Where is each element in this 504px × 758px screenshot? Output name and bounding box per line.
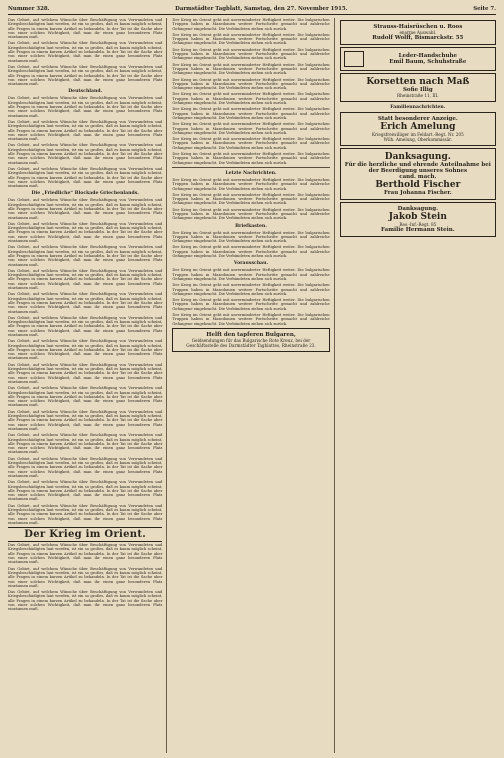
ad-title: Helft den tapferen Bulgaren, bbox=[206, 331, 296, 338]
page-header bbox=[8, 6, 496, 15]
article-text: Der Krieg im Orient geht mit unverminderter Heftigkeit weiter. Die bulgarischen Truppen haben in Mazedonien weitere Fortschritte gemacht und zahlreiche Gefangene eingebracht. Die Verbündeten ziehen sich zurück. bbox=[172, 230, 330, 244]
article-text: Das Gebiet, auf welchem Wünsche über Beschäftigung von Verwundeten und Kriegsbeschädigten laut werden, ist ein so großes, daß es kaum möglich scheint, alle Fragen in einem kurzen Artikel zu behandeln. In der Tat ist die Sache aber von einer solchen Wichtigkeit, daß man ihr einen ganz besonderen Platz einräumen muß. bbox=[8, 41, 163, 63]
article-text: Der Krieg im Orient geht mit unverminderter Heftigkeit weiter. Die bulgarischen Truppen haben in Mazedonien weitere Fortschritte gemacht und zahlreiche Gefangene eingebracht. Die Verbündeten ziehen sich zurück. bbox=[172, 77, 330, 91]
article-text: Der Krieg im Orient geht mit unverminderter Heftigkeit weiter. Die bulgarischen Truppen haben in Mazedonien weitere Fortschritte gemacht und zahlreiche Gefangene eingebracht. Die Verbündeten ziehen sich zurück. bbox=[172, 122, 330, 135]
article-text: Das Gebiet, auf welchem Wünsche über Beschäftigung von Verwundeten und Kriegsbeschädigten laut werden, ist ein so großes, daß es kaum möglich scheint, alle Fragen in einem kurzen Artikel zu behandeln. In der Tat ist die Sache aber von einer solchen Wichtigkeit, daß man ihr einen ganz besonderen Platz einräumen muß. bbox=[8, 339, 163, 361]
article-text: Der Krieg im Orient geht mit unverminderter Heftigkeit weiter. Die bulgarischen Truppen haben in Mazedonien weitere Fortschritte gemacht und zahlreiche Gefangene eingebracht. Die Verbündeten ziehen sich zurück. bbox=[172, 32, 330, 46]
notice-name: Jakob Stein bbox=[388, 212, 447, 222]
article-text: Das Gebiet, auf welchem Wünsche über Beschäftigung von Verwundeten und Kriegsbeschädigten laut werden, ist ein so großes, daß es kaum möglich scheint, alle Fragen in einem kurzen Artikel zu behandeln. In der Tat ist die Sache aber von einer solchen Wichtigkeit, daß man ihr einen ganz besonderen Platz einräumen muß. bbox=[8, 433, 163, 455]
article-text: Der Krieg im Orient geht mit unverminderter Heftigkeit weiter. Die bulgarischen Truppen haben in Mazedonien weitere Fortschritte gemacht und zahlreiche Gefangene eingebracht. Die Verbündeten ziehen sich zurück. bbox=[172, 92, 330, 106]
page-label: Seite 7. bbox=[473, 6, 496, 12]
section-heading: Deutschland. bbox=[68, 89, 103, 95]
article-text: Das Gebiet, auf welchem Wünsche über Beschäftigung von Verwundeten und Kriegsbeschädigten laut werden, ist ein so großes, daß es kaum möglich scheint, alle Fragen in einem kurzen Artikel zu behandeln. In der Tat ist die Sache aber von einer solchen Wichtigkeit, daß man ihr einen ganz besonderen Platz einräumen muß. bbox=[8, 543, 163, 565]
article-text: Das Gebiet, auf welchem Wünsche über Beschäftigung von Verwundeten und Kriegsbeschädigten laut werden, ist ein so großes, daß es kaum möglich scheint, alle Fragen in einem kurzen Artikel zu behandeln. In der Tat ist die Sache aber von einer solchen Wichtigkeit, daß man ihr einen ganz besonderen Platz einräumen muß. bbox=[8, 386, 163, 408]
ad-subtitle: enorme Auswahl. bbox=[399, 30, 437, 35]
article-text: Der Krieg im Orient geht mit unverminderter Heftigkeit weiter. Die bulgarischen Truppen haben in Mazedonien weitere Fortschritte gemacht und zahlreiche Gefangene eingebracht. Die Verbündeten ziehen sich zurück. bbox=[172, 207, 330, 221]
section-heading: Familiennachrichten. bbox=[390, 105, 446, 110]
thanks-notice-fischer bbox=[340, 148, 496, 200]
notice-title: cand. mach. bbox=[399, 174, 437, 180]
article-text: Das Gebiet, auf welchem Wünsche über Beschäftigung von Verwundeten und Kriegsbeschädigten laut werden, ist ein so großes, daß es kaum möglich scheint, alle Fragen in einem kurzen Artikel zu behandeln. In der Tat ist die Sache aber von einer solchen Wichtigkeit, daß man ihr einen ganz besonderen Platz einräumen muß. bbox=[8, 166, 163, 189]
ad-rudolf-wolff bbox=[340, 20, 496, 45]
column-1 bbox=[8, 18, 167, 753]
notice-subtitle: Res.-Inf.-Regt. 85 bbox=[399, 222, 437, 227]
notice-signature: Wilh. Amelung, Oberkommissär. bbox=[383, 137, 453, 142]
notice-signature: Frau Johanna Fischer. bbox=[383, 190, 452, 196]
ad-name: Rudolf Wolff, Bismarckstr. 55 bbox=[372, 35, 464, 41]
section-heading: Briefkasten. bbox=[235, 223, 267, 229]
article-text: Der Krieg im Orient geht mit unverminderter Heftigkeit weiter. Die bulgarischen Truppen haben in Mazedonien weitere Fortschritte gemacht und zahlreiche Gefangene eingebracht. Die Verbündeten ziehen sich zurück. bbox=[172, 298, 330, 311]
notice-subtitle: Kriegsfreiwilliger im Feldart.-Regt. Nr. 205 bbox=[371, 132, 464, 137]
article-text: Das Gebiet, auf welchem Wünsche über Beschäftigung von Verwundeten und Kriegsbeschädigten laut werden, ist ein so großes, daß es kaum möglich scheint, alle Fragen in einem kurzen Artikel zu behandeln. In der Tat ist die Sache aber von einer solchen Wichtigkeit, daß man ihr einen ganz besonderen Platz einräumen muß. bbox=[8, 292, 163, 314]
notice-text: Für die herzliche und ehrende Anteilnahme bei der Beerdigung unseres Sohnes bbox=[344, 162, 491, 174]
article-text: Das Gebiet, auf welchem Wünsche über Beschäftigung von Verwundeten und Kriegsbeschädigten laut werden, ist ein so großes, daß es kaum möglich scheint, alle Fragen in einem kurzen Artikel zu behandeln. In der Tat ist die Sache aber von einer solchen Wichtigkeit, daß man ihr einen ganz besonderen Platz einräumen muß. bbox=[8, 566, 163, 588]
notice-heading: Statt besonderer Anzeige. bbox=[377, 116, 458, 122]
glove-picture bbox=[344, 51, 364, 67]
ad-address: Rheinstraße 11, III. bbox=[397, 93, 439, 98]
masthead-date: Darmstädter Tagblatt, Samstag, den 27. November 1915. bbox=[175, 6, 348, 12]
article-text: Der Krieg im Orient geht mit unverminderter Heftigkeit weiter. Die bulgarischen Truppen haben in Mazedonien weitere Fortschritte gemacht und zahlreiche Gefangene eingebracht. Die Verbündeten ziehen sich zurück. bbox=[172, 192, 330, 206]
article-text: Das Gebiet, auf welchem Wünsche über Beschäftigung von Verwundeten und Kriegsbeschädigten laut werden, ist ein so großes, daß es kaum möglich scheint, alle Fragen in einem kurzen Artikel zu behandeln. In der Tat ist die Sache aber von einer solchen Wichtigkeit, daß man ihr einen ganz besonderen Platz einräumen muß. bbox=[8, 480, 163, 502]
section-heading: Der Krieg im Orient. bbox=[8, 527, 162, 542]
article-text: Der Krieg im Orient geht mit unverminderter Heftigkeit weiter. Die bulgarischen Truppen haben in Mazedonien weitere Fortschritte gemacht und zahlreiche Gefangene eingebracht. Die Verbündeten ziehen sich zurück. bbox=[172, 152, 330, 165]
article-text: Das Gebiet, auf welchem Wünsche über Beschäftigung von Verwundeten und Kriegsbeschädigten laut werden, ist ein so großes, daß es kaum möglich scheint, alle Fragen in einem kurzen Artikel zu behandeln. In der Tat ist die Sache aber von einer solchen Wichtigkeit, daß man ihr einen ganz besonderen Platz einräumen muß. bbox=[8, 503, 163, 525]
article-text: Das Gebiet, auf welchem Wünsche über Beschäftigung von Verwundeten und Kriegsbeschädigten laut werden, ist ein so großes, daß es kaum möglich scheint, alle Fragen in einem kurzen Artikel zu behandeln. In der Tat ist die Sache aber von einer solchen Wichtigkeit, daß man ihr einen ganz besonderen Platz einräumen muß. bbox=[8, 268, 163, 291]
ad-name: Emil Baum, Schuhstraße bbox=[389, 59, 467, 65]
article-text: Das Gebiet, auf welchem Wünsche über Beschäftigung von Verwundeten und Kriegsbeschädigten laut werden, ist ein so großes, daß es kaum möglich scheint, alle Fragen in einem kurzen Artikel zu behandeln. In der Tat ist die Sache aber von einer solchen Wichtigkeit, daß man ihr einen ganz besonderen Platz einräumen muß. bbox=[8, 96, 163, 118]
page-number: Nummer 328. bbox=[8, 6, 50, 12]
notice-name: Erich Amelung bbox=[380, 122, 456, 132]
notice-signature: Familie Hermann Stein. bbox=[381, 227, 455, 233]
notice-name: Berthold Fischer bbox=[375, 180, 461, 190]
article-text: Das Gebiet, auf welchem Wünsche über Beschäftigung von Verwundeten und Kriegsbeschädigten laut werden, ist ein so großes, daß es kaum möglich scheint, alle Fragen in einem kurzen Artikel zu behandeln. In der Tat ist die Sache aber von einer solchen Wichtigkeit, daß man ihr einen ganz besonderen Platz einräumen muß. bbox=[8, 143, 163, 165]
article-text: Der Krieg im Orient geht mit unverminderter Heftigkeit weiter. Die bulgarischen Truppen haben in Mazedonien weitere Fortschritte gemacht und zahlreiche Gefangene eingebracht. Die Verbündeten ziehen sich zurück. bbox=[172, 107, 330, 120]
article-text: Der Krieg im Orient geht mit unverminderter Heftigkeit weiter. Die bulgarischen Truppen haben in Mazedonien weitere Fortschritte gemacht und zahlreiche Gefangene eingebracht. Die Verbündeten ziehen sich zurück. bbox=[172, 283, 330, 296]
article-text: Das Gebiet, auf welchem Wünsche über Beschäftigung von Verwundeten und Kriegsbeschädigten laut werden, ist ein so großes, daß es kaum möglich scheint, alle Fragen in einem kurzen Artikel zu behandeln. In der Tat ist die Sache aber von einer solchen Wichtigkeit, daß man ihr einen ganz besonderen Platz einräumen muß. bbox=[8, 198, 163, 220]
thanks-notice-stein bbox=[340, 202, 496, 237]
article-text: Das Gebiet, auf welchem Wünsche über Beschäftigung von Verwundeten und Kriegsbeschädigten laut werden, ist ein so großes, daß es kaum möglich scheint, alle Fragen in einem kurzen Artikel zu behandeln. In der Tat ist die Sache aber von einer solchen Wichtigkeit, daß man ihr einen ganz besonderen Platz einräumen muß. bbox=[8, 119, 163, 142]
ad-title: Korsetten nach Maß bbox=[366, 77, 470, 87]
bulgaria-appeal-ad bbox=[172, 328, 329, 352]
article-text: Der Krieg im Orient geht mit unverminderter Heftigkeit weiter. Die bulgarischen Truppen haben in Mazedonien weitere Fortschritte gemacht und zahlreiche Gefangene eingebracht. Die Verbündeten ziehen sich zurück. bbox=[172, 177, 330, 191]
article-text: Der Krieg im Orient geht mit unverminderter Heftigkeit weiter. Die bulgarischen Truppen haben in Mazedonien weitere Fortschritte gemacht und zahlreiche Gefangene eingebracht. Die Verbündeten ziehen sich zurück. bbox=[172, 245, 330, 259]
article-text: Das Gebiet, auf welchem Wünsche über Beschäftigung von Verwundeten und Kriegsbeschädigten laut werden, ist ein so großes, daß es kaum möglich scheint, alle Fragen in einem kurzen Artikel zu behandeln. In der Tat ist die Sache aber von einer solchen Wichtigkeit, daß man ihr einen ganz besonderen Platz einräumen muß. bbox=[8, 362, 163, 384]
ad-title: Leder-Handschuhe bbox=[398, 53, 458, 59]
section-heading: Die „Friedliche“ Blockade Griechenlands. bbox=[31, 191, 139, 197]
section-heading: Vorausschau. bbox=[233, 261, 269, 267]
column-2 bbox=[172, 18, 334, 753]
article-text: Das Gebiet, auf welchem Wünsche über Beschäftigung von Verwundeten und Kriegsbeschädigten laut werden, ist ein so großes, daß es kaum möglich scheint, alle Fragen in einem kurzen Artikel zu behandeln. In der Tat ist die Sache aber von einer solchen Wichtigkeit, daß man ihr einen ganz besonderen Platz einräumen muß. bbox=[8, 221, 163, 244]
article-text: Der Krieg im Orient geht mit unverminderter Heftigkeit weiter. Die bulgarischen Truppen haben in Mazedonien weitere Fortschritte gemacht und zahlreiche Gefangene eingebracht. Die Verbündeten ziehen sich zurück. bbox=[172, 18, 330, 31]
section-heading: Letzte Nachrichten. bbox=[225, 170, 277, 176]
column-3 bbox=[340, 18, 496, 753]
ad-title: Strauss-Haisrüschen u. Roos bbox=[373, 24, 463, 30]
death-notice-amelung bbox=[340, 112, 496, 146]
article-text: Der Krieg im Orient geht mit unverminderter Heftigkeit weiter. Die bulgarischen Truppen haben in Mazedonien weitere Fortschritte gemacht und zahlreiche Gefangene eingebracht. Die Verbündeten ziehen sich zurück. bbox=[172, 268, 330, 281]
article-text: Der Krieg im Orient geht mit unverminderter Heftigkeit weiter. Die bulgarischen Truppen haben in Mazedonien weitere Fortschritte gemacht und zahlreiche Gefangene eingebracht. Die Verbündeten ziehen sich zurück. bbox=[172, 62, 330, 76]
article-text: Das Gebiet, auf welchem Wünsche über Beschäftigung von Verwundeten und Kriegsbeschädigten laut werden, ist ein so großes, daß es kaum möglich scheint, alle Fragen in einem kurzen Artikel zu behandeln. In der Tat ist die Sache aber von einer solchen Wichtigkeit, daß man ihr einen ganz besonderen Platz einräumen muß. bbox=[8, 18, 163, 40]
notice-heading: Danksagung. bbox=[384, 152, 451, 162]
notice-heading: Danksagung. bbox=[397, 206, 439, 212]
ad-name: Sofie Illig bbox=[402, 87, 433, 93]
ad-korsetten bbox=[340, 73, 496, 102]
ad-text: Geldsendungen für das Bulgarische Rote Kreuz, bei der Geschäftsstelle des Darmstädter Tagblattes, Rheinstraße 23. bbox=[186, 337, 316, 348]
article-text: Das Gebiet, auf welchem Wünsche über Beschäftigung von Verwundeten und Kriegsbeschädigten laut werden, ist ein so großes, daß es kaum möglich scheint, alle Fragen in einem kurzen Artikel zu behandeln. In der Tat ist die Sache aber von einer solchen Wichtigkeit, daß man ihr einen ganz besonderen Platz einräumen muß. bbox=[8, 315, 163, 337]
article-text: Das Gebiet, auf welchem Wünsche über Beschäftigung von Verwundeten und Kriegsbeschädigten laut werden, ist ein so großes, daß es kaum möglich scheint, alle Fragen in einem kurzen Artikel zu behandeln. In der Tat ist die Sache aber von einer solchen Wichtigkeit, daß man ihr einen ganz besonderen Platz einräumen muß. bbox=[8, 456, 163, 478]
article-text: Der Krieg im Orient geht mit unverminderter Heftigkeit weiter. Die bulgarischen Truppen haben in Mazedonien weitere Fortschritte gemacht und zahlreiche Gefangene eingebracht. Die Verbündeten ziehen sich zurück. bbox=[172, 47, 330, 61]
article-text: Der Krieg im Orient geht mit unverminderter Heftigkeit weiter. Die bulgarischen Truppen haben in Mazedonien weitere Fortschritte gemacht und zahlreiche Gefangene eingebracht. Die Verbündeten ziehen sich zurück. bbox=[172, 313, 330, 326]
article-text: Das Gebiet, auf welchem Wünsche über Beschäftigung von Verwundeten und Kriegsbeschädigten laut werden, ist ein so großes, daß es kaum möglich scheint, alle Fragen in einem kurzen Artikel zu behandeln. In der Tat ist die Sache aber von einer solchen Wichtigkeit, daß man ihr einen ganz besonderen Platz einräumen muß. bbox=[8, 590, 163, 612]
article-text: Das Gebiet, auf welchem Wünsche über Beschäftigung von Verwundeten und Kriegsbeschädigten laut werden, ist ein so großes, daß es kaum möglich scheint, alle Fragen in einem kurzen Artikel zu behandeln. In der Tat ist die Sache aber von einer solchen Wichtigkeit, daß man ihr einen ganz besonderen Platz einräumen muß. bbox=[8, 245, 163, 267]
article-text: Das Gebiet, auf welchem Wünsche über Beschäftigung von Verwundeten und Kriegsbeschädigten laut werden, ist ein so großes, daß es kaum möglich scheint, alle Fragen in einem kurzen Artikel zu behandeln. In der Tat ist die Sache aber von einer solchen Wichtigkeit, daß man ihr einen ganz besonderen Platz einräumen muß. bbox=[8, 64, 163, 87]
ad-leather-gloves bbox=[340, 47, 496, 71]
article-text: Das Gebiet, auf welchem Wünsche über Beschäftigung von Verwundeten und Kriegsbeschädigten laut werden, ist ein so großes, daß es kaum möglich scheint, alle Fragen in einem kurzen Artikel zu behandeln. In der Tat ist die Sache aber von einer solchen Wichtigkeit, daß man ihr einen ganz besonderen Platz einräumen muß. bbox=[8, 409, 163, 431]
article-text: Der Krieg im Orient geht mit unverminderter Heftigkeit weiter. Die bulgarischen Truppen haben in Mazedonien weitere Fortschritte gemacht und zahlreiche Gefangene eingebracht. Die Verbündeten ziehen sich zurück. bbox=[172, 137, 330, 150]
